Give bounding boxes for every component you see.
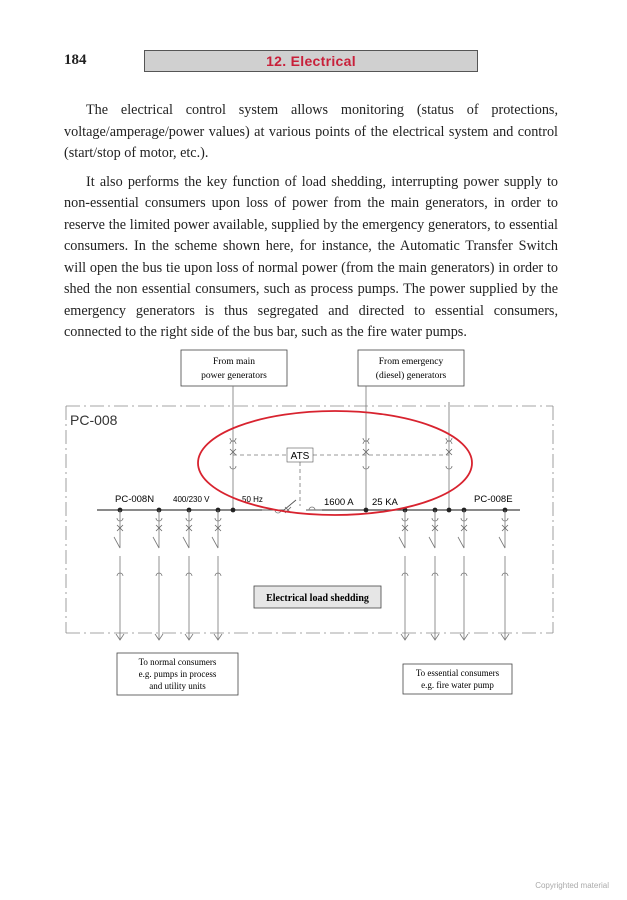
voltage-label: 400/230 V — [173, 495, 210, 504]
chapter-header — [144, 50, 478, 72]
source-emergency-box — [358, 350, 464, 386]
source-main-line1: From main — [213, 357, 255, 367]
normal-consumers-box — [117, 653, 238, 695]
essential-consumers-box — [403, 664, 512, 694]
fault-label: 25 KA — [372, 497, 398, 508]
source-emergency-line1: From emergency — [378, 357, 444, 367]
ats-label: ATS — [290, 451, 310, 462]
essential-consumers-line2: e.g. fire water pump — [421, 680, 494, 690]
load-shedding-diagram — [0, 340, 627, 710]
source-main-line2: power generators — [201, 371, 267, 381]
source-emergency-line2: (diesel) generators — [375, 371, 447, 381]
normal-consumers-line2: e.g. pumps in process — [138, 669, 217, 679]
bus-right-label: PC-008E — [474, 494, 513, 505]
bus-left-label: PC-008N — [115, 494, 155, 505]
source-main-box — [181, 350, 287, 386]
essential-consumers-line1: To essential consumers — [415, 668, 500, 678]
paragraph: It also performs the key function of load shedding, interrupting power supply to non-essential consumers upon loss of power from the main generators, in order to reserve the limited power available, supplied by the emergency generators, to essential consumers. In the scheme shown here, for instance, the Automatic Transfer Switch will open the bus tie upon loss of normal power (from the main generators) in order to shed the non essential consumers, such as process pumps. The power supplied by the emergency generators is thus segregated and directed to essential consumers, connected to the right side of the bus bar, such as the fire water pumps. — [64, 173, 558, 340]
incomers — [233, 386, 449, 510]
normal-consumers-line1: To normal consumers — [138, 657, 217, 667]
copyright-notice: Copyrighted material — [535, 881, 609, 890]
body-text — [64, 100, 558, 351]
page-number: 184 — [64, 52, 87, 68]
current-label: 1600 A — [324, 497, 354, 508]
normal-consumers-line3: and utility units — [149, 681, 206, 691]
panel-label: PC-008 — [70, 412, 118, 428]
diagram-caption: Electrical load shedding — [266, 593, 369, 604]
chapter-title: 12. Electrical — [266, 53, 356, 69]
feeder-ends — [116, 634, 509, 640]
frequency-label: 50 Hz — [242, 495, 263, 504]
feeders — [114, 510, 505, 640]
paragraph: The electrical control system allows monitoring (status of protections, voltage/amperage/power values) at various points of the electrical system and control (start/stop of motor, etc.). — [64, 102, 558, 161]
